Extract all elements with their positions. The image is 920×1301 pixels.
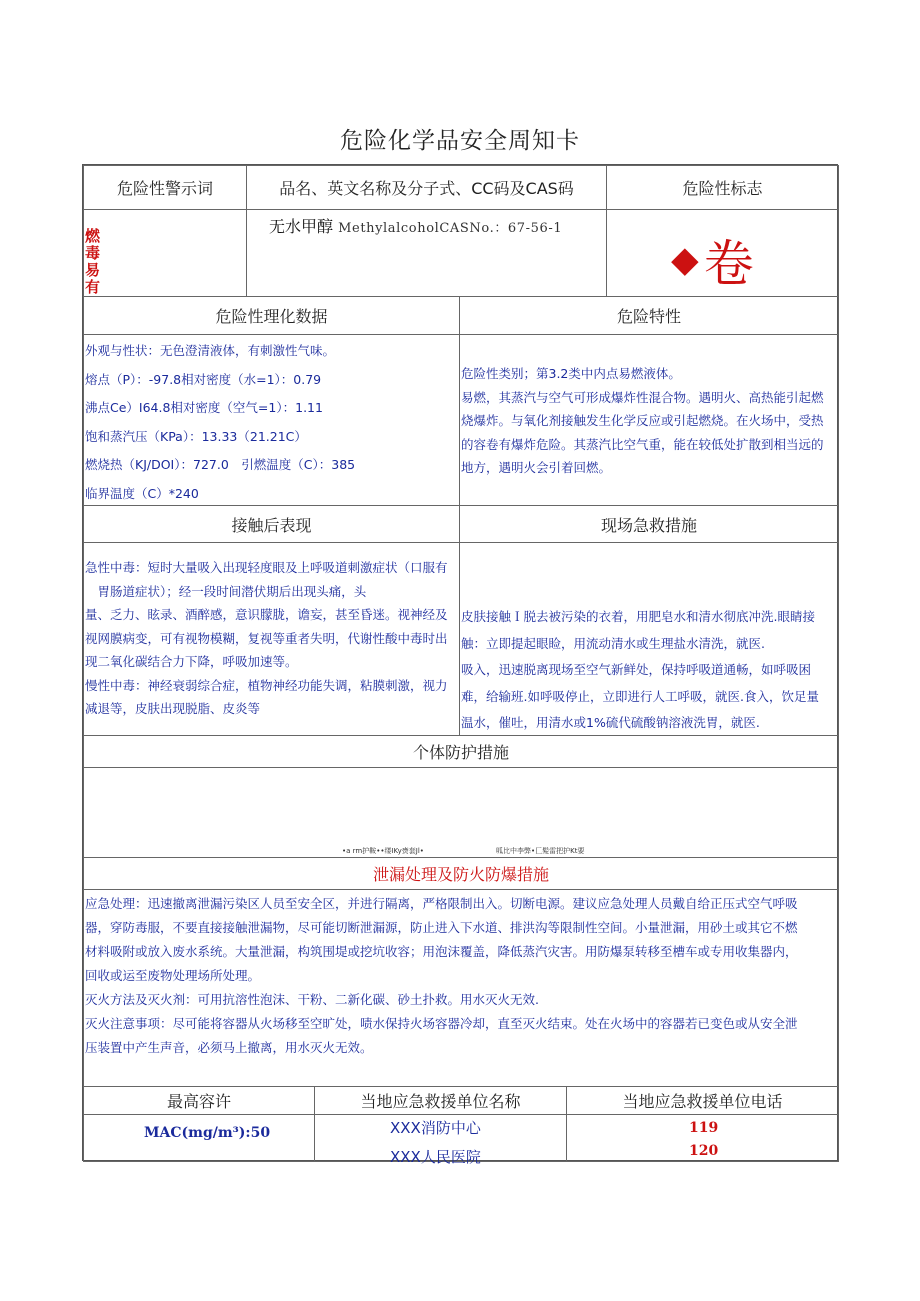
physchem-line: 临界温度（C）*240 [85, 485, 199, 501]
warning-words [85, 228, 103, 296]
ppe-caption-left: •a rm护鞍••缕IKy赍套Jl• [342, 847, 424, 855]
ppe-cell [83, 767, 839, 858]
safety-card-table [82, 164, 838, 1166]
contact-line: 减退等，皮肤出现脱脂、皮炎等 [85, 701, 261, 716]
firstaid-header [459, 505, 839, 543]
phone-hospital: 120 [689, 1143, 719, 1159]
leak-text [85, 892, 798, 1060]
hazard-line: 地方，遇明火会引着回燃。 [461, 460, 612, 475]
firstaid-line: 难，给输班.如呼吸停止，立即进行人工呼吸，就医.食入，饮足量 [461, 688, 819, 704]
firstaid-line: 触：立即提起眼睑，用流动清水或生理盐水清洗，就医. [461, 635, 765, 651]
product-name-header [246, 165, 607, 210]
hazard-line: 的容卷有爆炸危险。其蒸汽比空气重，能在较低处扩散到相当远的 [461, 436, 824, 452]
mac-value: MAC(mg/m³):50 [144, 1125, 271, 1141]
contact-line: 现二氧化碳结合力下降，呼吸加速等。 [85, 654, 298, 669]
leak-header [83, 857, 839, 890]
diamond-icon: ◆ [671, 239, 699, 281]
physchem-line: 燃烧热（KJ/DOI）：727.0 引燃温度（C）：385 [85, 457, 356, 472]
firstaid-heading: 现场急救措施 [600, 515, 697, 535]
warning-words-cell [83, 209, 247, 297]
leak-line: 压装置中产生声音，必须马上撤离，用水灭火无效。 [85, 1040, 373, 1055]
hazard-cell [459, 334, 839, 506]
hazard-sign-cell [606, 209, 839, 297]
product-name-cell [246, 209, 607, 297]
contact-heading: 接触后表现 [231, 515, 312, 535]
limit-heading: 最高容许 [166, 1092, 231, 1111]
physchem-line: 饱和蒸汽压（KPa）：13.33（21.21C） [85, 428, 307, 444]
warning-word-1: 燃 [85, 227, 101, 245]
warning-word-4: 有 [85, 278, 101, 296]
contact-line: 胃肠道症状）；经一段时间潜伏期后出现头痛，头 [85, 583, 367, 599]
contact-header [83, 505, 460, 543]
hazard-line: 烧爆炸。与氧化剂接触发生化学反应或引起燃烧。在火场中，受热 [461, 413, 824, 428]
contact-line: 急性中毒：短时大量吸入出现轻度眼及上呼吸道刺激症状（口服有 [85, 560, 448, 575]
hazard-sign-label: 危险性标志 [682, 179, 763, 198]
leak-line: 材料吸附或放入废水系统。大量泄漏，构筑围堤或挖坑收容；用泡沫覆盖，降低蒸汽灾害。用防爆泵转移至槽车或专用收集器内， [85, 944, 798, 959]
physchem-cell [83, 334, 460, 506]
physchem-heading: 危险性理化数据 [215, 307, 328, 326]
page-title: 危险化学品安全周知卡 [340, 128, 580, 154]
hazard-sign-header [606, 165, 839, 210]
hazard-heading: 危险特性 [616, 307, 681, 326]
leak-line: 灭火注意事项：尽可能将容器从火场移至空旷处，啧水保持火场容器冷却，直至灭火结束。处在火场中的容器若已变色或从安全泄 [85, 1016, 798, 1031]
leak-cell [83, 889, 839, 1087]
physchem-header [83, 296, 460, 335]
phone-cell [566, 1114, 839, 1162]
warning-word-label: 危险性警示词 [116, 179, 213, 198]
phone-heading: 当地应急救援单位电话 [622, 1092, 783, 1111]
leak-heading: 泄漏处理及防火防爆措施 [372, 865, 549, 884]
firstaid-line: 皮肤接触Ｉ脱去被污染的衣着，用肥皂水和清水彻底冲洗.眼睛接 [461, 609, 815, 624]
hazard-line: 易燃，其蒸汽与空气可形成爆炸性混合物。遇明火、高热能引起燃 [461, 389, 824, 405]
contact-cell [83, 542, 460, 736]
leak-line: 器，穿防毒服，不要直接接触泄漏物，尽可能切断泄漏源，防止进入下水道、排洪沟等限制性空间。小量泄漏，用砂土或其它不燃 [85, 920, 798, 935]
firstaid-cell [459, 542, 839, 736]
firstaid-line: 温水，催吐，用清水或1%硫代硫酸钠溶液洗胃，就医. [461, 715, 760, 730]
ppe-header [83, 735, 839, 768]
unit-header [314, 1086, 567, 1115]
leak-line: 回收或运至废物处理场所处理。 [85, 968, 261, 983]
leak-line: 灭火方法及灭火剂：可用抗溶性泡沫、干粉、二新化碳、砂土扑救。用水灭火无效. [85, 992, 539, 1007]
firstaid-text [461, 604, 819, 737]
unit-fire-center: XXX消防中心 [390, 1119, 481, 1137]
hazard-sign-char: 卷 [703, 235, 754, 293]
leak-line: 应急处理：迅速撤离泄漏污染区人员至安全区，并进行隔离，严格限制出入。切断电源。建议应急处理人员戴自给正压式空气呼吸 [85, 896, 798, 911]
unit-heading: 当地应急救援单位名称 [360, 1092, 521, 1111]
physchem-text [85, 337, 355, 508]
limit-cell [83, 1114, 315, 1162]
phone-header [566, 1086, 839, 1115]
physchem-line: 熔点（P）：-97.8相对密度（水=1）：0.79 [85, 371, 322, 387]
product-name-cn: 无水甲醇 [269, 217, 334, 236]
contact-line: 慢性中毒：神经衰弱综合症，植物神经功能失调，粘膜刺激，视力 [85, 677, 448, 693]
firstaid-line: 吸入，迅速脱离现场至空气新鲜处，保持呼吸道通畅，如呼吸困 [461, 662, 812, 677]
contact-text [85, 556, 448, 721]
hazard-text [461, 362, 824, 480]
ppe-caption-right: 呱比中李弊•匚髪雷把护Kt要 [496, 847, 585, 855]
hazard-header [459, 296, 839, 335]
warning-word-3: 易 [85, 261, 101, 279]
contact-line: 视网膜病变，可有视物模糊，复视等重者失明，代谢性酸中毒时出 [85, 630, 448, 646]
contact-line: 量、乏力、眩录、酒醉感，意识朦胧，谵妄，甚至昏迷。视神经及 [85, 607, 448, 622]
unit-hospital: XXX人民医院 [390, 1148, 481, 1166]
warning-word-header [83, 165, 247, 210]
phone-fire: 119 [689, 1120, 719, 1136]
physchem-line: 外观与性状：无色澄清液体，有刺激性气味。 [85, 343, 336, 358]
product-name-en: MethylalcoholCASNo.：67-56-1 [338, 221, 563, 236]
ppe-heading: 个体防护措施 [412, 743, 509, 762]
warning-word-2: 毒 [85, 244, 101, 262]
limit-header [83, 1086, 315, 1115]
product-name-label: 品名、英文名称及分子式、CC码及CAS码 [279, 179, 574, 198]
unit-cell [314, 1114, 567, 1166]
physchem-line: 沸点Ce）I64.8相对密度（空气=1）：1.11 [85, 400, 323, 415]
hazard-line: 危险性类别；第3.2类中内点易燃液体。 [461, 366, 681, 381]
